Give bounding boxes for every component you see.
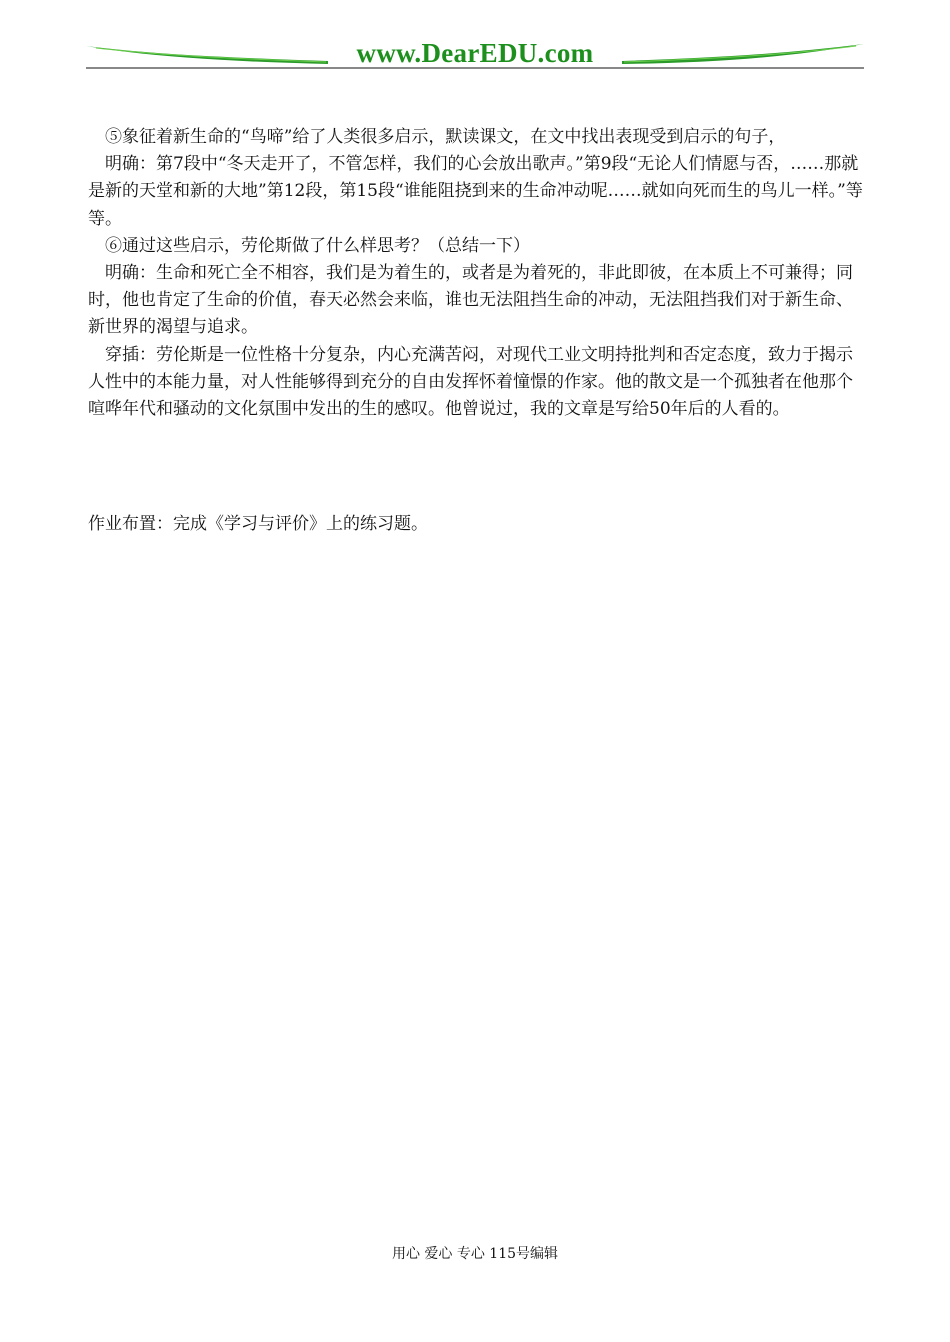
page-footer: 用心 爱心 专心 115号编辑 xyxy=(391,1246,559,1262)
lesson-content xyxy=(88,124,866,423)
paragraph-interlude: 穿插：劳伦斯是一位性格十分复杂，内心充满苦闷，对现代工业文明持批判和否定态度，致力于揭示人性中的本能力量，对人性能够得到充分的自由发挥怀着憧憬的作家。他的散文是一个孤独者在他那个喧哗年代和骚动的文化氛围中发出的生的感叹。他曾说过，我的文章是写给50年后的人看的。 xyxy=(88,344,853,420)
paragraph-question-6: ⑥通过这些启示，劳伦斯做了什么样思考？（总结一下） xyxy=(105,235,530,256)
header-banner xyxy=(86,36,864,72)
site-logo: www.DearEDU.com xyxy=(356,38,594,68)
paragraph-answer-6: 明确：生命和死亡全不相容，我们是为着生的，或者是为着死的，非此即彼，在本质上不可兼得；同时，他也肯定了生命的价值，春天必然会来临，谁也无法阻挡生命的冲动，无法阻挡我们对于新生命、新世界的渴望与追求。 xyxy=(88,263,853,338)
homework-assignment: 作业布置：完成《学习与评价》上的练习题。 xyxy=(88,514,428,534)
paragraph-question-5: ⑤象征着新生命的“鸟啼”给了人类很多启示，默读课文，在文中找出表现受到启示的句子， xyxy=(105,127,786,147)
paragraph-answer-5: 明确：第7段中“冬天走开了，不管怎样，我们的心会放出歌声。”第9段“无论人们情愿与否，……那就是新的天堂和新的大地”第12段，第15段“谁能阻挠到来的生命冲动呢……就如向死而生的鸟儿一样。”等等。 xyxy=(88,154,863,229)
